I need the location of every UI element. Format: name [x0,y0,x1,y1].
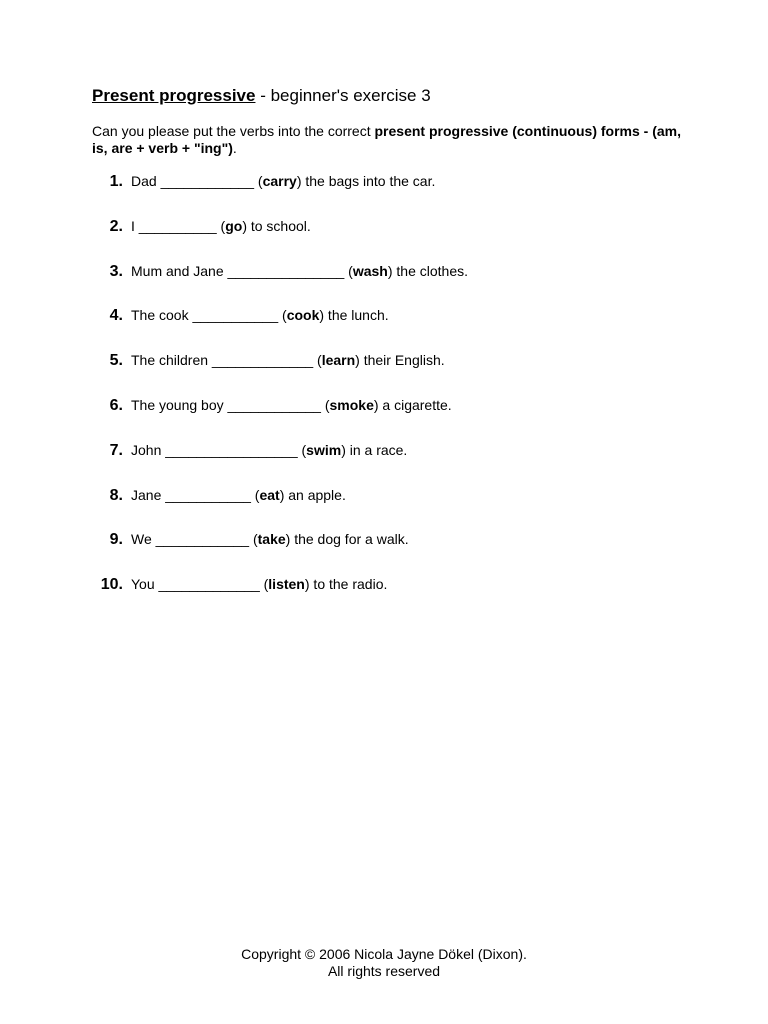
verb: take [257,531,286,548]
copyright-line: Copyright © 2006 Nicola Jayne Dökel (Dixon). [241,946,527,962]
item-number: 10. [100,576,123,594]
sentence-start: I __________ ( [131,217,226,234]
item-number: 7. [109,441,123,459]
sentence-end: ) to the radio. [304,576,388,593]
page-title [92,86,431,106]
copyright-footer [0,946,768,980]
item-sentence [131,575,387,593]
title-subtitle: - beginner's exercise 3 [255,86,431,105]
exercise-item [92,486,468,531]
item-number: 8. [109,486,123,504]
exercise-item [92,441,468,486]
item-sentence [131,351,445,369]
exercise-item [92,306,468,351]
sentence-end: ) the dog for a walk. [285,531,409,548]
sentence-end: ) the bags into the car. [296,173,436,189]
item-number: 2. [109,217,123,235]
exercise-item [92,575,468,620]
instructions-text: Can you please put the verbs into the correct [92,123,375,139]
sentence-start: John _________________ ( [131,441,307,458]
item-sentence [131,486,346,504]
verb: cook [286,307,320,324]
exercise-item [92,530,468,575]
exercise-item [92,351,468,396]
sentence-end: ) in a race. [341,441,408,458]
exercise-item [92,217,468,262]
item-number: 3. [109,262,123,280]
item-number: 6. [109,396,123,414]
exercise-list [92,172,468,620]
verb: carry [262,173,297,189]
verb: smoke [329,396,374,413]
exercise-item [92,396,468,441]
item-number: 1. [109,173,123,190]
item-sentence [131,172,435,190]
item-number: 5. [109,352,123,370]
sentence-end: ) the lunch. [319,307,389,324]
verb: eat [259,486,280,503]
sentence-end: ) to school. [242,217,311,234]
title-main: Present progressive [92,86,256,105]
instructions [92,123,682,157]
exercise-item [92,262,468,307]
sentence-start: The young boy ____________ ( [131,396,330,413]
item-sentence [131,530,409,548]
sentence-start: Mum and Jane _______________ ( [131,262,353,279]
item-sentence [131,217,311,235]
rights-line: All rights reserved [327,963,441,979]
item-number: 9. [109,531,123,549]
instructions-bold-text: present progressive (continuous) forms - (am, is, are + verb + "ing") [92,123,681,156]
verb: listen [268,576,305,593]
sentence-end: ) the clothes. [387,262,469,279]
sentence-start: The children _____________ ( [131,352,322,369]
verb: wash [352,262,388,279]
verb: swim [306,441,342,458]
sentence-start: You _____________ ( [131,576,269,593]
sentence-end: ) an apple. [279,486,346,503]
item-sentence [131,441,407,459]
item-sentence [131,262,468,280]
sentence-start: Jane ___________ ( [131,486,260,503]
sentence-start: We ____________ ( [131,531,258,548]
verb: go [225,217,243,234]
sentence-end: ) their English. [355,352,445,369]
item-sentence [131,306,389,324]
item-sentence [131,396,452,414]
item-number: 4. [109,307,123,325]
sentence-start: The cook ___________ ( [131,307,287,324]
instructions-end: . [232,140,237,156]
verb: learn [321,352,356,369]
sentence-end: ) a cigarette. [373,396,452,413]
sentence-start: Dad ____________ ( [131,173,263,189]
exercise-item [92,172,468,217]
